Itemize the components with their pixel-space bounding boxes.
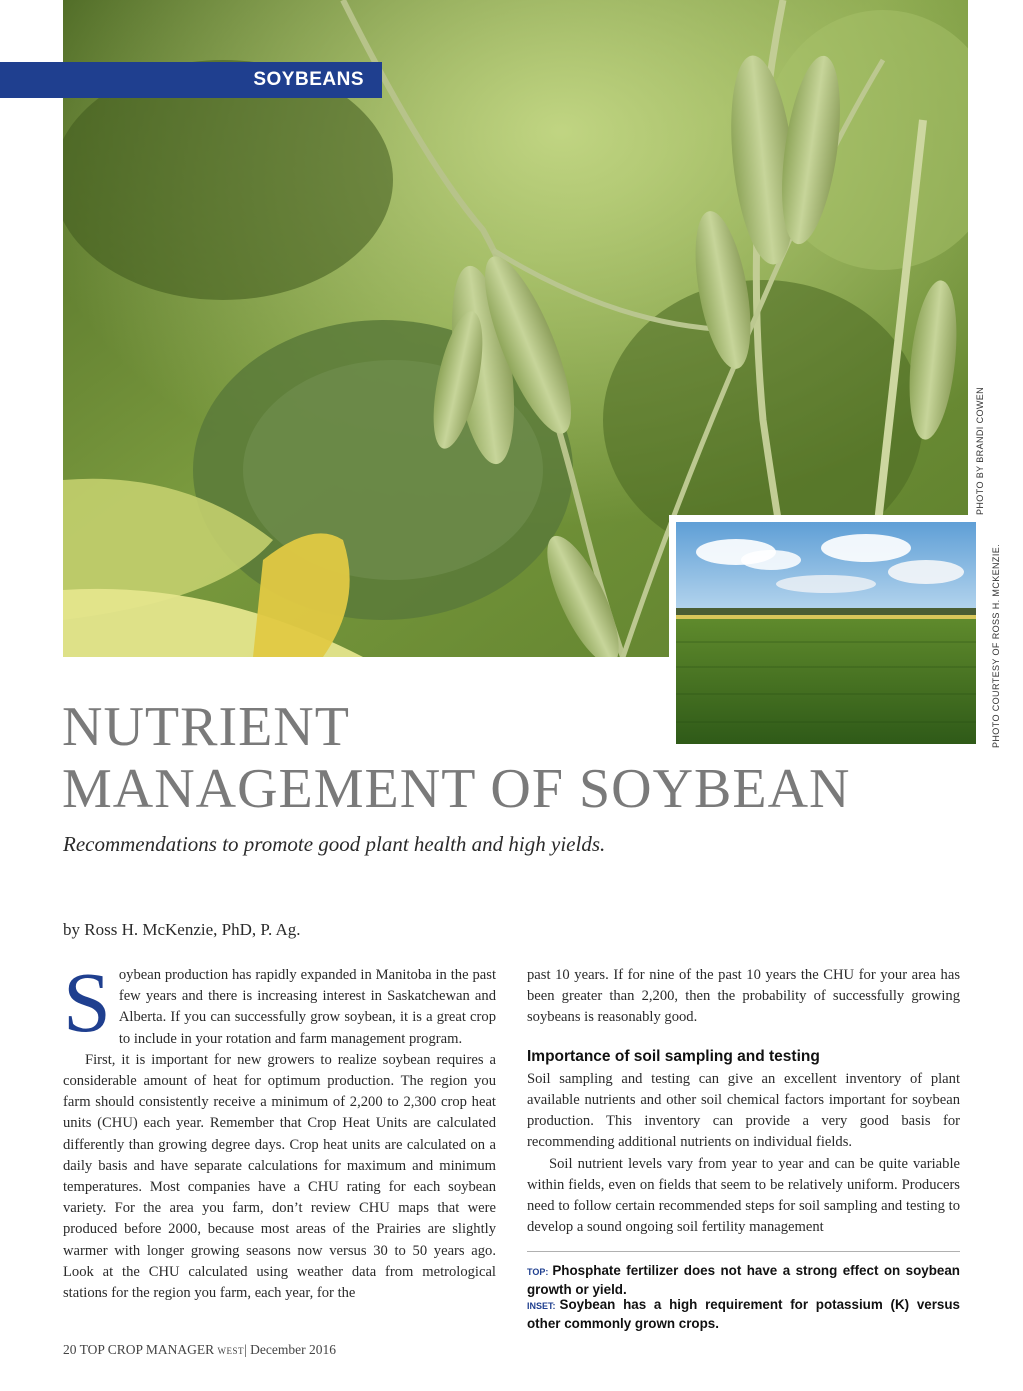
page-number: 20 [63,1342,77,1357]
section-tag [0,62,382,98]
caption-top [527,1262,960,1298]
caption-top-label: TOP: [527,1267,549,1277]
headline-line-2: MANAGEMENT OF SOYBEAN [62,758,851,820]
body-paragraph: First, it is important for new growers to realize soybean requires a considerable amount of heat for optimum production. The region you farm should consistently receive a minimum of 2,200 to 2,300 crop heat units (CHU) each year. Remember that Crop Heat Units are calculated differently than growing degree days. Crop heat units are calculated on a daily basis and have separate calculations for maximum and minimum temperatures. Most companies have a CHU rating for each soybean variety. For the area you farm, don’t review CHU maps that were produced before 2000, because most areas of the Prairies are slightly warmer with longer growing seasons now versus 30 to 50 years ago. Look at the CHU calculated using weather data from metrological stations for the region you farm, each year, for the [63,1051,496,1302]
issue-date: December 2016 [250,1342,336,1357]
caption-inset-label: INSET: [527,1301,556,1311]
body-paragraph: past 10 years. If for nine of the past 10 years the CHU for your area has been greater than 2,200, then the probability of successfully growing soybeans is reasonably good. [527,967,960,1026]
publication-edition: WEST [217,1346,245,1356]
section-tag-label: SOYBEANS [253,69,364,90]
subtitle: Recommendations to promote good plant health and high yields. [63,832,606,856]
caption-top-text: Phosphate fertilizer does not have a strong effect on soybean growth or yield. [527,1263,960,1297]
body-paragraph: Soil sampling and testing can give an excellent inventory of plant available nutrients and other soil chemical factors important for soybean production. This inventory can provide a very good basis for recommending additional nutrients on individual fields. [527,1070,960,1151]
byline: by Ross H. McKenzie, PhD, P. Ag. [63,920,301,939]
photo-credit-main: PHOTO BY BRANDI COWEN [975,386,985,515]
drop-cap: S [63,954,111,1050]
page-footer [63,1342,336,1358]
headline-line-1: NUTRIENT [62,696,350,758]
section-subhead: Importance of soil sampling and testing [527,1047,820,1065]
caption-inset-text: Soybean has a high requirement for potassium (K) versus other commonly grown crops. [527,1297,960,1331]
body-paragraph: Soil nutrient levels vary from year to year and can be quite variable within fields, even on fields that seem to be relatively uniform. Producers need to follow certain recommended steps for soil sampling and testing to develop a sound ongoing soil fertility management [527,1155,960,1236]
publication-name: TOP CROP MANAGER [79,1342,215,1357]
headline [62,696,850,820]
caption-divider [527,1251,960,1252]
caption-inset [527,1296,960,1332]
body-column-left [63,954,496,1304]
body-paragraph: oybean production has rapidly expanded in Manitoba in the past few years and there is increasing interest in Saskatchewan and Alberta. If you can successfully grow soybean, it is a great crop to include in your rotation and farm management program. [118,967,496,1047]
footer-separator: | [244,1342,247,1357]
body-column-right [527,965,960,1238]
photo-credit-inset: PHOTO COURTESY OF ROSS H. MCKENZIE. [991,543,1001,748]
